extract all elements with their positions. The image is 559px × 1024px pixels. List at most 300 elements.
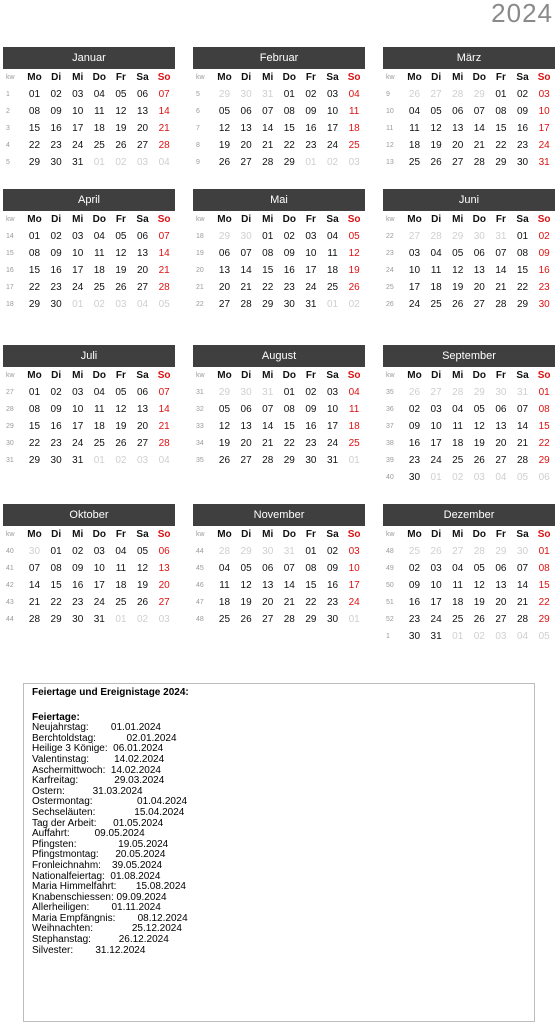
- holiday-entry: Maria Himmelfahrt: 15.08.2024: [32, 881, 186, 893]
- day-cell: 26: [218, 455, 231, 466]
- weekday-label: Mi: [452, 370, 464, 381]
- weekday-label: Mo: [407, 529, 422, 540]
- weekday-label: Mo: [217, 370, 232, 381]
- day-cell: 18: [348, 123, 360, 134]
- week-number: 18: [6, 301, 14, 308]
- weekday-label: Mo: [217, 72, 232, 83]
- week-number: 32: [196, 406, 204, 413]
- day-cell: 21: [158, 265, 170, 276]
- day-cell: 21: [516, 597, 529, 608]
- day-cell: 18: [218, 597, 231, 608]
- day-cell: 17: [430, 597, 442, 608]
- day-cell: 11: [452, 421, 463, 432]
- month-header: September: [383, 345, 555, 367]
- weekday-label: Di: [431, 529, 442, 540]
- day-cell: 14: [283, 580, 295, 591]
- day-cell: 29: [28, 299, 41, 310]
- day-cell: 11: [430, 265, 442, 276]
- day-cell: 08: [28, 404, 41, 415]
- day-cell: 08: [28, 106, 41, 117]
- day-cell: 15: [28, 421, 41, 432]
- holiday-entry: Berchtoldstag: 02.01.2024: [32, 732, 177, 744]
- day-cell: 05: [473, 404, 485, 415]
- day-cell: 15: [283, 421, 295, 432]
- week-number: 19: [196, 250, 204, 257]
- week-number: 26: [386, 301, 394, 308]
- day-cell: 13: [452, 123, 464, 134]
- day-cell: 13: [136, 248, 149, 259]
- day-cell: 18: [430, 282, 442, 293]
- day-cell: 16: [50, 265, 62, 276]
- week-row: [383, 560, 555, 577]
- holiday-entry: Allerheiligen: 01.11.2024: [32, 902, 161, 914]
- day-cell: 01: [495, 89, 507, 100]
- day-cell: 13: [495, 421, 507, 432]
- day-cell: 20: [136, 265, 149, 276]
- day-cell: 09: [408, 580, 421, 591]
- day-cell: 01: [430, 472, 442, 483]
- day-cell: 29: [218, 89, 231, 100]
- day-cell: 23: [516, 140, 529, 151]
- day-cell: 22: [28, 438, 41, 449]
- day-cell: 04: [452, 404, 464, 415]
- day-cell: 04: [218, 563, 231, 574]
- day-cell: 26: [115, 140, 127, 151]
- week-row: [3, 137, 175, 154]
- day-cell: 27: [136, 282, 149, 293]
- holiday-box-title: Feiertage und Ereignistage 2024:: [32, 687, 189, 698]
- day-cell: 20: [495, 438, 507, 449]
- weekday-label: Mi: [72, 529, 84, 540]
- weekday-label: Sa: [516, 214, 529, 225]
- day-cell: 31: [538, 157, 550, 168]
- day-cell: 04: [516, 631, 529, 642]
- weekday-label: Di: [431, 214, 442, 225]
- weekday-label: Mi: [452, 214, 464, 225]
- week-row: [383, 228, 555, 245]
- weekday-header-row: [3, 211, 175, 228]
- kw-header: kw: [196, 372, 205, 379]
- week-number: 43: [6, 599, 14, 606]
- week-row: [383, 154, 555, 171]
- day-cell: 13: [218, 265, 231, 276]
- day-cell: 29: [538, 614, 550, 625]
- day-cell: 19: [240, 597, 252, 608]
- day-cell: 02: [115, 157, 127, 168]
- holiday-entry: Knabenschiessen: 09.09.2024: [32, 891, 167, 903]
- day-cell: 03: [430, 404, 442, 415]
- week-number: 3: [6, 125, 10, 132]
- day-cell: 05: [473, 563, 485, 574]
- day-cell: 25: [218, 614, 231, 625]
- day-cell: 17: [348, 580, 360, 591]
- week-row: [383, 86, 555, 103]
- day-cell: 28: [452, 89, 464, 100]
- week-row: [193, 103, 365, 120]
- week-row: [3, 86, 175, 103]
- week-row: [193, 120, 365, 137]
- week-number: 20: [196, 267, 204, 274]
- day-cell: 21: [262, 438, 274, 449]
- week-row: [383, 543, 555, 560]
- kw-header: kw: [6, 531, 15, 538]
- day-cell: 09: [305, 404, 317, 415]
- day-cell: 19: [473, 597, 485, 608]
- day-cell: 27: [240, 157, 252, 168]
- week-number: 49: [386, 565, 394, 572]
- week-row: [383, 262, 555, 279]
- day-cell: 10: [72, 106, 84, 117]
- day-cell: 31: [516, 387, 529, 398]
- week-number: 47: [196, 599, 204, 606]
- day-cell: 07: [28, 563, 41, 574]
- kw-header: kw: [386, 74, 395, 81]
- day-cell: 14: [158, 106, 170, 117]
- weekday-label: Do: [282, 214, 296, 225]
- day-cell: 03: [72, 89, 84, 100]
- week-number: 12: [386, 142, 394, 149]
- day-cell: 21: [516, 438, 529, 449]
- week-number: 24: [386, 267, 394, 274]
- day-cell: 04: [348, 387, 360, 398]
- week-number: 17: [6, 284, 14, 291]
- weekday-label: Fr: [305, 529, 316, 540]
- day-cell: 24: [326, 140, 339, 151]
- day-cell: 10: [430, 580, 442, 591]
- week-number: 31: [6, 457, 14, 464]
- week-number: 34: [196, 440, 204, 447]
- day-cell: 03: [326, 387, 339, 398]
- day-cell: 10: [305, 248, 317, 259]
- day-cell: 31: [430, 631, 442, 642]
- day-cell: 21: [495, 282, 507, 293]
- day-cell: 09: [50, 106, 62, 117]
- day-cell: 12: [430, 123, 442, 134]
- day-cell: 11: [327, 248, 338, 259]
- week-number: 5: [196, 91, 200, 98]
- day-cell: 26: [218, 157, 231, 168]
- day-cell: 05: [538, 631, 550, 642]
- holiday-entry: Weihnachten: 25.12.2024: [32, 923, 182, 935]
- weekday-label: So: [157, 529, 171, 540]
- day-cell: 06: [495, 404, 507, 415]
- day-cell: 18: [348, 421, 360, 432]
- week-number: 28: [6, 406, 14, 413]
- day-cell: 20: [218, 282, 231, 293]
- holiday-entry: Stephanstag: 26.12.2024: [32, 934, 169, 946]
- day-cell: 02: [50, 89, 62, 100]
- holiday-entry: Aschermittwoch: 14.02.2024: [32, 764, 161, 776]
- day-cell: 13: [158, 563, 170, 574]
- weekday-label: So: [347, 214, 361, 225]
- day-cell: 16: [50, 421, 62, 432]
- day-cell: 05: [218, 404, 231, 415]
- month-8: [383, 345, 555, 486]
- day-cell: 19: [430, 140, 442, 151]
- day-cell: 24: [538, 140, 550, 151]
- weekday-label: So: [537, 214, 551, 225]
- weekday-label: Do: [92, 214, 106, 225]
- day-cell: 26: [430, 157, 442, 168]
- day-cell: 05: [115, 387, 127, 398]
- day-cell: 27: [218, 299, 231, 310]
- day-cell: 22: [262, 282, 274, 293]
- week-row: [383, 401, 555, 418]
- weekday-header-row: [383, 526, 555, 543]
- week-row: [383, 628, 555, 645]
- day-cell: 21: [262, 140, 274, 151]
- day-cell: 24: [408, 299, 421, 310]
- day-cell: 20: [473, 282, 485, 293]
- weekday-label: Fr: [115, 370, 126, 381]
- week-row: [193, 154, 365, 171]
- day-cell: 01: [93, 455, 105, 466]
- week-row: [3, 262, 175, 279]
- week-number: 40: [386, 474, 394, 481]
- holiday-entry: Tag der Arbeit: 01.05.2024: [32, 817, 164, 829]
- day-cell: 18: [93, 123, 105, 134]
- day-cell: 03: [408, 248, 421, 259]
- day-cell: 11: [348, 404, 360, 415]
- day-cell: 05: [218, 106, 231, 117]
- day-cell: 17: [326, 421, 339, 432]
- day-cell: 23: [326, 597, 339, 608]
- weekday-header-row: [3, 526, 175, 543]
- day-cell: 15: [28, 265, 41, 276]
- day-cell: 28: [283, 614, 295, 625]
- month-header: August: [193, 345, 365, 367]
- day-cell: 17: [326, 123, 339, 134]
- weekday-label: Sa: [516, 72, 529, 83]
- week-number: 35: [196, 457, 204, 464]
- week-number: 4: [6, 142, 10, 149]
- day-cell: 29: [218, 231, 231, 242]
- day-cell: 01: [305, 157, 317, 168]
- day-cell: 07: [158, 387, 170, 398]
- day-cell: 13: [136, 404, 149, 415]
- day-cell: 27: [430, 387, 442, 398]
- day-cell: 08: [283, 106, 295, 117]
- weekday-label: Mi: [72, 214, 84, 225]
- week-row: [3, 120, 175, 137]
- day-cell: 22: [283, 140, 295, 151]
- day-cell: 16: [408, 597, 421, 608]
- day-cell: 09: [72, 563, 84, 574]
- day-cell: 30: [240, 387, 252, 398]
- day-cell: 31: [283, 546, 295, 557]
- weekday-header-row: [3, 367, 175, 384]
- weekday-header-row: [3, 69, 175, 86]
- day-cell: 01: [326, 299, 339, 310]
- week-row: [193, 228, 365, 245]
- day-cell: 28: [262, 157, 274, 168]
- kw-header: kw: [386, 372, 395, 379]
- day-cell: 30: [495, 387, 507, 398]
- day-cell: 28: [240, 299, 252, 310]
- day-cell: 11: [115, 563, 127, 574]
- day-cell: 16: [50, 123, 62, 134]
- day-cell: 19: [218, 140, 231, 151]
- day-cell: 06: [473, 248, 485, 259]
- day-cell: 19: [115, 421, 127, 432]
- day-cell: 16: [305, 123, 317, 134]
- week-number: 7: [196, 125, 200, 132]
- day-cell: 25: [326, 282, 339, 293]
- weekday-label: Mo: [27, 72, 42, 83]
- day-cell: 02: [72, 546, 84, 557]
- day-cell: 06: [240, 404, 252, 415]
- kw-header: kw: [386, 216, 395, 223]
- week-row: [383, 435, 555, 452]
- day-cell: 30: [473, 231, 485, 242]
- day-cell: 20: [136, 421, 149, 432]
- weekday-label: Sa: [326, 529, 339, 540]
- day-cell: 30: [538, 299, 550, 310]
- day-cell: 03: [348, 546, 360, 557]
- day-cell: 30: [72, 614, 84, 625]
- day-cell: 05: [430, 106, 442, 117]
- kw-header: kw: [6, 74, 15, 81]
- day-cell: 17: [408, 282, 421, 293]
- day-cell: 10: [326, 404, 339, 415]
- week-row: [383, 418, 555, 435]
- day-cell: 31: [495, 231, 507, 242]
- weekday-label: So: [347, 529, 361, 540]
- day-cell: 04: [115, 546, 127, 557]
- weekday-label: Mi: [262, 529, 274, 540]
- day-cell: 12: [452, 265, 464, 276]
- week-number: 2: [6, 108, 10, 115]
- day-cell: 30: [516, 546, 529, 557]
- day-cell: 25: [348, 438, 360, 449]
- day-cell: 24: [430, 614, 442, 625]
- day-cell: 01: [50, 546, 62, 557]
- day-cell: 04: [430, 248, 442, 259]
- day-cell: 30: [408, 631, 421, 642]
- day-cell: 02: [50, 387, 62, 398]
- day-cell: 12: [218, 123, 231, 134]
- day-cell: 29: [495, 157, 507, 168]
- day-cell: 01: [28, 231, 41, 242]
- day-cell: 20: [158, 580, 170, 591]
- day-cell: 31: [305, 299, 317, 310]
- day-cell: 04: [158, 157, 170, 168]
- month-header: Juni: [383, 189, 555, 211]
- week-row: [3, 228, 175, 245]
- day-cell: 01: [452, 631, 464, 642]
- day-cell: 25: [348, 140, 360, 151]
- month-header: Februar: [193, 47, 365, 69]
- day-cell: 06: [262, 563, 274, 574]
- weekday-label: Sa: [326, 72, 339, 83]
- day-cell: 29: [28, 455, 41, 466]
- weekday-label: Mo: [217, 529, 232, 540]
- day-cell: 30: [408, 472, 421, 483]
- day-cell: 12: [473, 421, 485, 432]
- weekday-header-row: [193, 526, 365, 543]
- weekday-label: So: [537, 72, 551, 83]
- weekday-label: So: [347, 72, 361, 83]
- day-cell: 15: [538, 421, 550, 432]
- day-cell: 14: [158, 404, 170, 415]
- week-number: 27: [6, 389, 14, 396]
- day-cell: 22: [283, 438, 295, 449]
- holiday-entry: Auffahrt: 09.05.2024: [32, 828, 145, 840]
- day-cell: 08: [28, 248, 41, 259]
- day-cell: 25: [408, 157, 421, 168]
- day-cell: 28: [516, 455, 529, 466]
- day-cell: 25: [430, 299, 442, 310]
- day-cell: 23: [50, 438, 62, 449]
- day-cell: 03: [326, 89, 339, 100]
- holiday-entry: Neujahrstag: 01.01.2024: [32, 722, 161, 734]
- day-cell: 02: [408, 563, 421, 574]
- day-cell: 29: [473, 387, 485, 398]
- day-cell: 03: [93, 546, 105, 557]
- day-cell: 05: [240, 563, 252, 574]
- weekday-label: Di: [431, 72, 442, 83]
- weekday-label: Fr: [495, 214, 506, 225]
- week-number: 1: [6, 91, 10, 98]
- week-row: [193, 435, 365, 452]
- week-number: 5: [6, 159, 10, 166]
- day-cell: 28: [218, 546, 231, 557]
- week-number: 44: [6, 616, 14, 623]
- day-cell: 13: [495, 580, 507, 591]
- weekday-label: Di: [241, 72, 252, 83]
- day-cell: 19: [115, 265, 127, 276]
- week-number: 8: [196, 142, 200, 149]
- month-header: Januar: [3, 47, 175, 69]
- day-cell: 29: [240, 546, 252, 557]
- day-cell: 01: [93, 157, 105, 168]
- day-cell: 03: [72, 231, 84, 242]
- day-cell: 18: [408, 140, 421, 151]
- holiday-entry: Nationalfeiertag: 01.08.2024: [32, 870, 161, 882]
- day-cell: 27: [430, 89, 442, 100]
- day-cell: 03: [430, 563, 442, 574]
- week-row: [3, 245, 175, 262]
- week-row: [383, 384, 555, 401]
- day-cell: 25: [452, 614, 464, 625]
- day-cell: 28: [28, 614, 41, 625]
- day-cell: 24: [348, 597, 360, 608]
- week-number: 23: [386, 250, 394, 257]
- day-cell: 12: [115, 106, 127, 117]
- day-cell: 21: [473, 140, 485, 151]
- weekday-label: Mo: [27, 370, 42, 381]
- day-cell: 03: [305, 231, 317, 242]
- week-row: [3, 384, 175, 401]
- day-cell: 08: [50, 563, 62, 574]
- day-cell: 14: [262, 421, 274, 432]
- year-title: 2024: [491, 0, 553, 28]
- day-cell: 06: [218, 248, 231, 259]
- weekday-label: Mi: [262, 370, 274, 381]
- holiday-list: [32, 723, 526, 956]
- week-row: [193, 296, 365, 313]
- weekday-label: Mo: [217, 214, 232, 225]
- day-cell: 27: [495, 614, 507, 625]
- day-cell: 05: [115, 231, 127, 242]
- day-cell: 06: [136, 387, 149, 398]
- weekday-label: Di: [51, 72, 62, 83]
- day-cell: 18: [452, 597, 464, 608]
- week-number: 36: [386, 406, 394, 413]
- week-number: 9: [386, 91, 390, 98]
- day-cell: 30: [28, 546, 41, 557]
- day-cell: 19: [218, 438, 231, 449]
